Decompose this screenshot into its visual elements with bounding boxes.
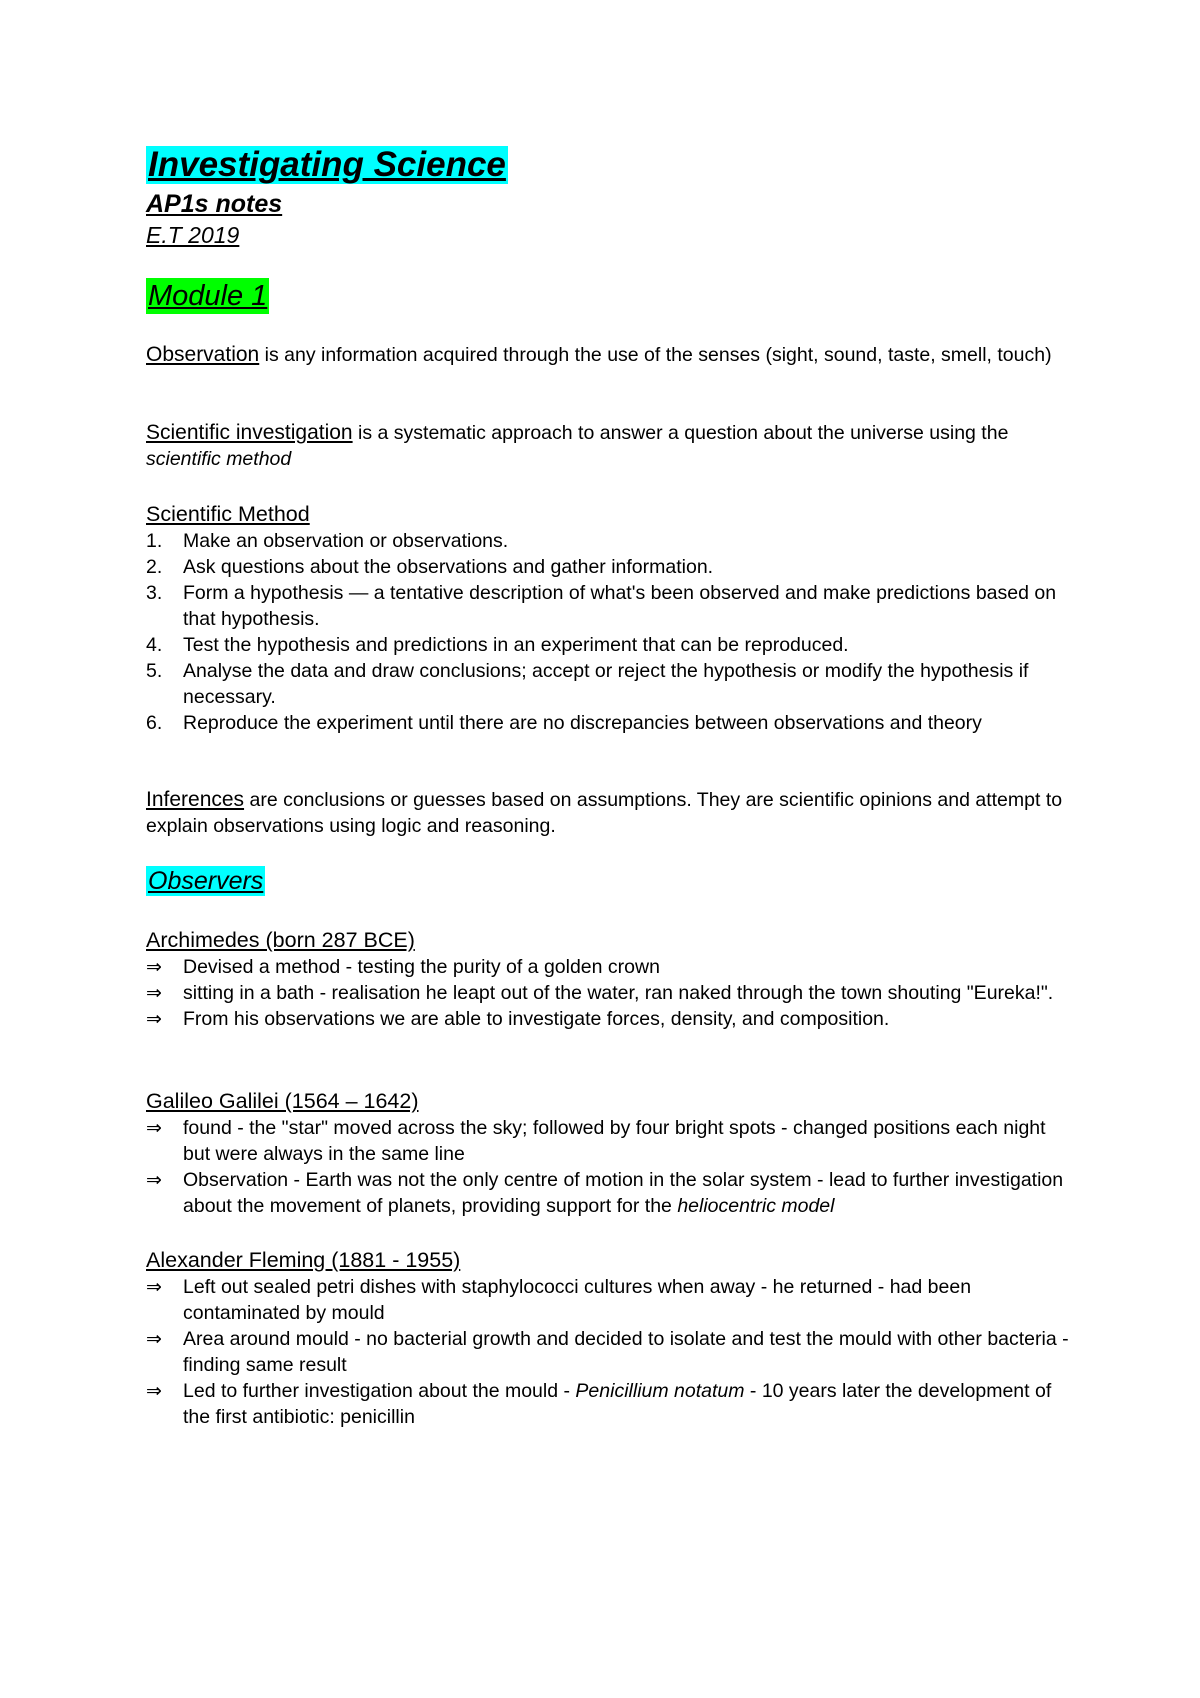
investigation-term: Scientific investigation: [146, 421, 353, 444]
list-item: [146, 1274, 1076, 1326]
fleming-points: [146, 1274, 1076, 1430]
step-text: Analyse the data and draw conclusions; accept or reject the hypothesis or modify the hypothesis if necessary.: [183, 660, 1029, 708]
list-item: [146, 528, 1076, 554]
list-item: [146, 554, 1076, 580]
inferences-text: are conclusions or guesses based on assumptions. They are scientific opinions and attempt to explain observations using logic and reasoning.: [146, 789, 1063, 837]
step-number: 3.: [146, 582, 163, 604]
observers-heading: Observers: [148, 867, 264, 895]
list-item: [146, 710, 1076, 736]
list-item: [146, 632, 1076, 658]
step-number: 6.: [146, 712, 163, 734]
list-item: [146, 580, 1076, 632]
observation-definition: [146, 342, 1076, 368]
step-text: Test the hypothesis and predictions in an experiment that can be reproduced.: [183, 634, 849, 656]
arrow-icon: ⇒: [146, 1328, 162, 1350]
investigation-emphasis: scientific method: [146, 448, 292, 470]
arrow-icon: ⇒: [146, 956, 162, 978]
step-text: Make an observation or observations.: [183, 530, 509, 552]
observation-term: Observation: [146, 343, 260, 366]
investigation-definition: [146, 420, 1076, 472]
arrow-icon: ⇒: [146, 982, 162, 1004]
point-text: Observation - Earth was not the only centre of motion in the solar system - lead to further investigation about the movement of planets, providing support for the: [183, 1169, 1064, 1217]
module-heading: Module 1: [148, 280, 268, 312]
observation-text: is any information acquired through the use of the senses (sight, sound, taste, smell, touch): [259, 344, 1052, 366]
step-number: 1.: [146, 530, 163, 552]
fleming-section: [146, 1246, 1076, 1430]
inferences-definition: [146, 787, 1076, 839]
archimedes-section: [146, 926, 1076, 1032]
list-item: [146, 980, 1076, 1006]
point-text: Left out sealed petri dishes with staphylococci cultures when away - he returned - had been contaminated by mould: [183, 1276, 972, 1324]
point-text: Area around mould - no bacterial growth and decided to isolate and test the mould with other bacteria - finding same result: [183, 1328, 1069, 1376]
scientific-method-section: [146, 500, 1076, 736]
step-text: Form a hypothesis — a tentative description of what's been observed and make predictions based on that hypothesis.: [183, 582, 1057, 630]
galileo-section: [146, 1087, 1076, 1219]
list-item: [146, 658, 1076, 710]
galileo-points: [146, 1115, 1076, 1219]
step-text: Reproduce the experiment until there are no discrepancies between observations and theory: [183, 712, 982, 734]
step-number: 5.: [146, 660, 163, 682]
arrow-icon: ⇒: [146, 1117, 162, 1139]
list-item: [146, 1167, 1076, 1219]
list-item: [146, 1378, 1076, 1430]
point-text: found - the "star" moved across the sky; followed by four bright spots - changed positions each night but were always in the same line: [183, 1117, 1046, 1165]
galileo-heading: Galileo Galilei (1564 – 1642): [146, 1089, 419, 1113]
document-title: Investigating Science: [148, 145, 506, 184]
inferences-term: Inferences: [146, 788, 245, 811]
point-text: Led to further investigation about the mould -: [183, 1380, 576, 1402]
step-number: 4.: [146, 634, 163, 656]
step-number: 2.: [146, 556, 163, 578]
point-emphasis: heliocentric model: [677, 1195, 835, 1217]
arrow-icon: ⇒: [146, 1276, 162, 1298]
step-text: Ask questions about the observations and gather information.: [183, 556, 714, 578]
document-author: E.T 2019: [146, 222, 240, 248]
archimedes-points: [146, 954, 1076, 1032]
point-text: sitting in a bath - realisation he leapt out of the water, ran naked through the town shouting "Eureka!".: [183, 982, 1054, 1004]
scientific-method-heading: Scientific Method: [146, 502, 310, 526]
list-item: [146, 1115, 1076, 1167]
archimedes-heading: Archimedes (born 287 BCE): [146, 928, 415, 952]
arrow-icon: ⇒: [146, 1380, 162, 1402]
scientific-method-steps: [146, 528, 1076, 736]
investigation-text: is a systematic approach to answer a question about the universe using the: [352, 422, 1009, 444]
point-text: From his observations we are able to investigate forces, density, and composition.: [183, 1008, 890, 1030]
list-item: [146, 1326, 1076, 1378]
arrow-icon: ⇒: [146, 1008, 162, 1030]
point-emphasis: Penicillium notatum: [575, 1380, 745, 1402]
document-subtitle: AP1s notes: [146, 190, 283, 218]
list-item: [146, 1006, 1076, 1032]
list-item: [146, 954, 1076, 980]
point-text: Devised a method - testing the purity of a golden crown: [183, 956, 660, 978]
point-text-continued: - 10 years later the development of the first antibiotic: penicillin: [183, 1380, 1052, 1428]
arrow-icon: ⇒: [146, 1169, 162, 1191]
fleming-heading: Alexander Fleming (1881 - 1955): [146, 1248, 461, 1272]
